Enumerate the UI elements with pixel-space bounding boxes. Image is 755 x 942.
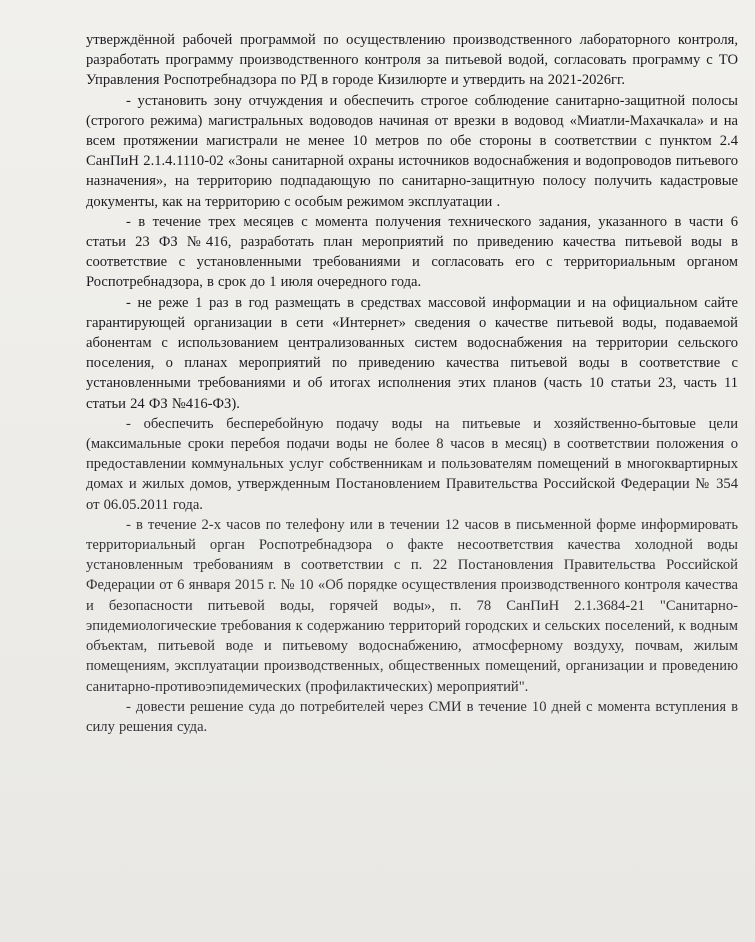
paragraph-notification: - в течение 2-х часов по телефону или в течении 12 часов в письменной форме информировать территориальный орган Роспотребнадзора о факте несоответствия качества холодной воды установленным требованиям в соответствии с п. 22 Постановления Правительства Российской Федерации от 6 января 2015 г. № 10 «Об порядке осуществления производственного контроля качества и безопасности питьевой воды, горячей воды», п. 78 СанПиН 2.1.3684-21 "Санитарно-эпидемиологические требования к содержанию территорий городских и сельских поселений, к водным объектам, питьевой воде и питьевому водоснабжению, атмосферному воздуху, почвам, жилым помещениям, эксплуатации производственных, общественных помещений, организации и проведению санитарно-противоэпидемических (профилактических) мероприятий". <box>86 516 738 695</box>
paragraph-media-notice: - довести решение суда до потребителей через СМИ в течение 10 дней с момента вступления в силу решения суда. <box>86 698 738 735</box>
paragraph-water-supply: - обеспечить бесперебойную подачу воды на питьевые и хозяйственно-бытовые цели (максимальные сроки перебоя подачи воды не более 8 часов в месяц) в соответствии положения о предоставлении коммунальных услуг собственникам и пользователям помещений в многоквартирных домах и жилых домов, утвержденным Постановлением Правительства Российской Федерации № 354 от 06.05.2011 года. <box>86 415 738 513</box>
paragraph-publication: - не реже 1 раз в год размещать в средствах массовой информации и на официальном сайте гарантирующей организации в сети «Интернет» сведения о качестве питьевой воды, подаваемой абонентам с использованием централизованных систем водоснабжения на территории сельского поселения, о планах мероприятий по приведению качества питьевой воды в соответствие с установленными требованиями и об итогах исполнения этих планов (часть 10 статьи 23, часть 11 статьи 24 ФЗ №416-ФЗ). <box>86 294 738 412</box>
paragraph-action-plan: - в течение трех месяцев с момента получения технического задания, указанного в части 6 статьи 23 ФЗ №416, разработать план мероприятий по приведению качества питьевой воды в соответствие с установленными требованиями и согласовать его с территориальным органом Роспотребнадзора, в срок до 1 июля очередного года. <box>86 213 738 291</box>
paragraph-sanitary-zone: - установить зону отчуждения и обеспечить строгое соблюдение санитарно-защитной полосы (строгого режима) магистральных водоводов начиная от врезки в водовод «Миатли-Махачкала» и на всем протяжении магистрали не менее 10 метров по обе стороны в соответствии с пунктом 2.4 СанПиН 2.1.4.1110-02 «Зоны санитарной охраны источников водоснабжения и водопроводов питьевого назначения», на территорию подпадающую по санитарно-защитную полосу получить кадастровые документы, как на территорию с особым режимом эксплуатации . <box>86 92 738 210</box>
paragraph-program: утверждённой рабочей программой по осуществлению производственного лабораторного контроля, разработать программу производственного контроля за питьевой водой, согласовать программу с ТО Управления Роспотребнадзора по РД в городе Кизилюрте и утвердить на 2021-2026гг. <box>86 32 738 89</box>
document-body <box>86 30 738 737</box>
